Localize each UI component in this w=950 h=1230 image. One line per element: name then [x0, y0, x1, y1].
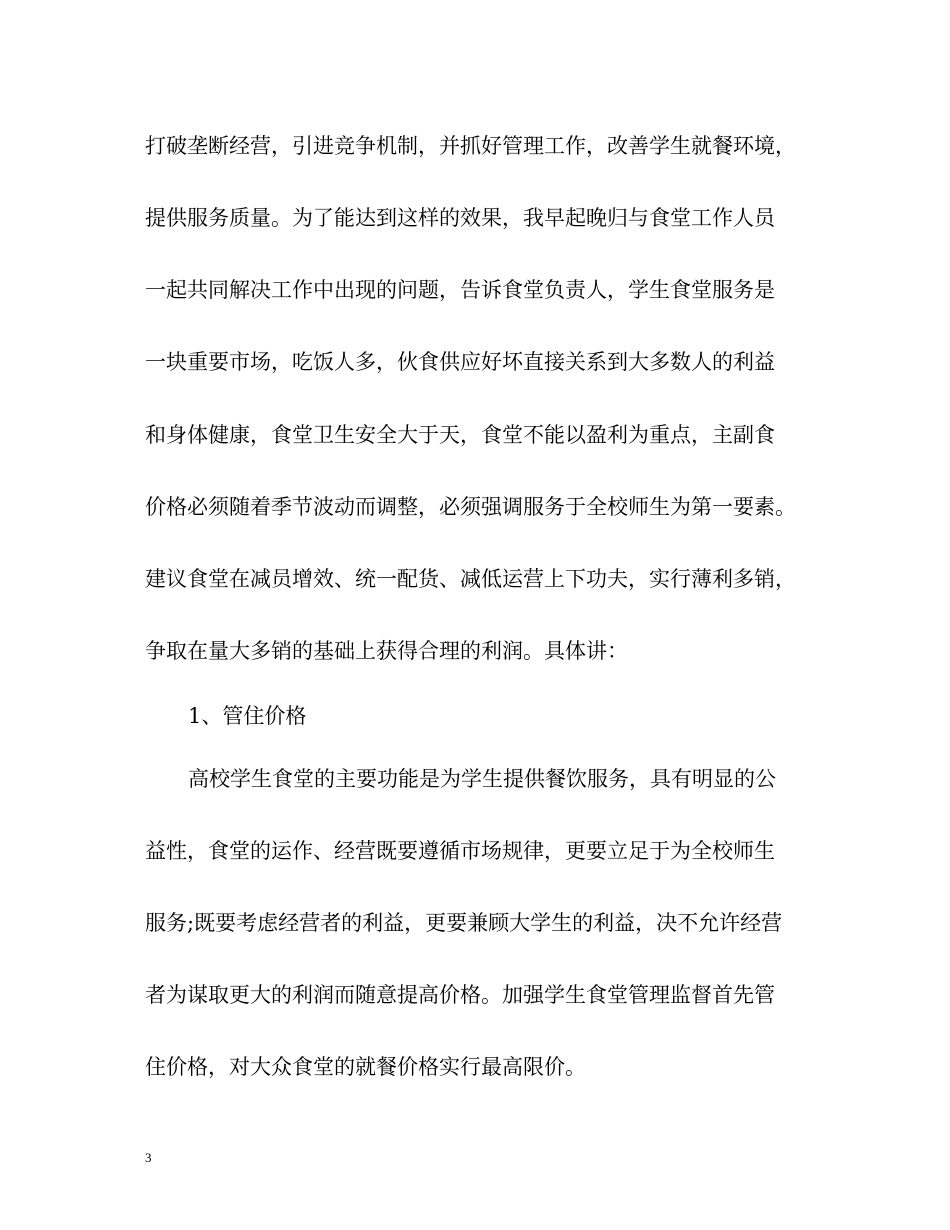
section-heading: 1、管住价格 — [188, 704, 307, 728]
body-text-line: 一起共同解决工作中出现的问题，告诉食堂负责人，学生食堂服务是 — [145, 278, 775, 302]
body-text-line: 服务;既要考虑经营者的利益，更要兼顾大学生的利益，决不允许经营 — [145, 911, 783, 935]
body-text-line: 益性，食堂的运作、经营既要遵循市场规律，更要立足于为全校师生 — [145, 839, 775, 863]
body-text-line: 争取在量大多销的基础上获得合理的利润。具体讲： — [145, 639, 628, 663]
body-text-line: 住价格，对大众食堂的就餐价格实行最高限价。 — [145, 1055, 586, 1079]
body-text-line: 高校学生食堂的主要功能是为学生提供餐饮服务，具有明显的公 — [188, 767, 776, 791]
body-text-line: 建议食堂在减员增效、统一配货、减低运营上下功夫，实行薄利多销， — [145, 567, 796, 591]
body-text-line: 打破垄断经营，引进竞争机制，并抓好管理工作，改善学生就餐环境， — [145, 134, 796, 158]
body-text-line: 提供服务质量。为了能达到这样的效果，我早起晚归与食堂工作人员 — [145, 206, 775, 230]
body-text-line: 价格必须随着季节波动而调整，必须强调服务于全校师生为第一要素。 — [145, 495, 796, 519]
body-text-line: 者为谋取更大的利润而随意提高价格。加强学生食堂管理监督首先管 — [145, 983, 775, 1007]
page-number: 3 — [145, 1150, 152, 1165]
body-text-line: 一块重要市场，吃饭人多，伙食供应好坏直接关系到大多数人的利益 — [145, 350, 775, 374]
body-text-line: 和身体健康，食堂卫生安全大于天，食堂不能以盈利为重点，主副食 — [145, 423, 775, 447]
